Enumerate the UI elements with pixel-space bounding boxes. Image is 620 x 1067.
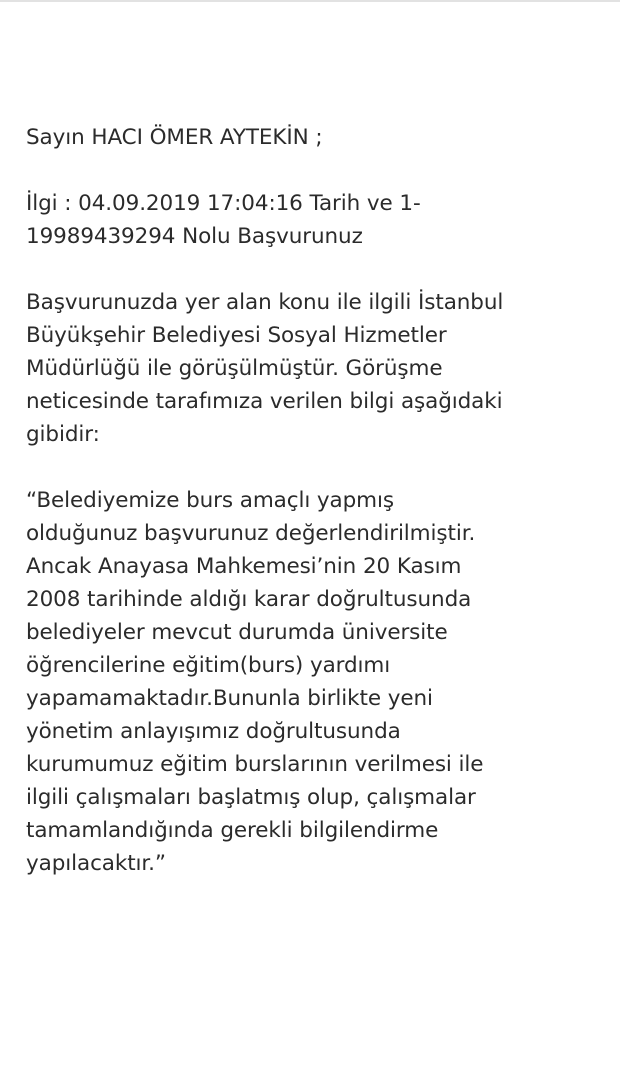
greeting-paragraph (26, 121, 616, 154)
quote-line: ilgili çalışmaları başlatmış olup, çalışmalar (26, 785, 476, 810)
quote-line: tamamlandığında gerekli bilgilendirme (26, 818, 439, 843)
quote-line: yapamamaktadır.Bununla birlikte yeni (26, 686, 433, 711)
quote-line: Ancak Anayasa Mahkemesi’nin 20 Kasım (26, 554, 462, 579)
reference-paragraph (26, 187, 616, 253)
top-edge-divider (0, 0, 620, 2)
greeting-text: Sayın HACI ÖMER AYTEKİN ; (26, 125, 323, 150)
reference-line: 19989439294 Nolu Başvurunuz (26, 224, 363, 249)
reference-line: İlgi : 04.09.2019 17:04:16 Tarih ve 1- (26, 191, 421, 216)
quote-paragraph (26, 484, 616, 880)
quote-line: belediyeler mevcut durumda üniversite (26, 620, 448, 645)
quote-line: yapılacaktır.” (26, 851, 166, 876)
body-line: gibidir: (26, 422, 100, 447)
quote-line: olduğunuz başvurunuz değerlendirilmiştir. (26, 521, 476, 546)
message-body (26, 121, 616, 913)
body-line: Büyükşehir Belediyesi Sosyal Hizmetler (26, 323, 447, 348)
quote-line: kurumumuz eğitim burslarının verilmesi ile (26, 752, 484, 777)
body-paragraph (26, 286, 616, 451)
body-line: Müdürlüğü ile görüşülmüştür. Görüşme (26, 356, 443, 381)
quote-line: öğrencilerine eğitim(burs) yardımı (26, 653, 391, 678)
body-line: neticesinde tarafımıza verilen bilgi aşağıdaki (26, 389, 503, 414)
quote-line: 2008 tarihinde aldığı karar doğrultusunda (26, 587, 472, 612)
body-line: Başvurunuzda yer alan konu ile ilgili İstanbul (26, 290, 504, 315)
quote-line: “Belediyemize burs amaçlı yapmış (26, 488, 395, 513)
quote-line: yönetim anlayışımız doğrultusunda (26, 719, 401, 744)
